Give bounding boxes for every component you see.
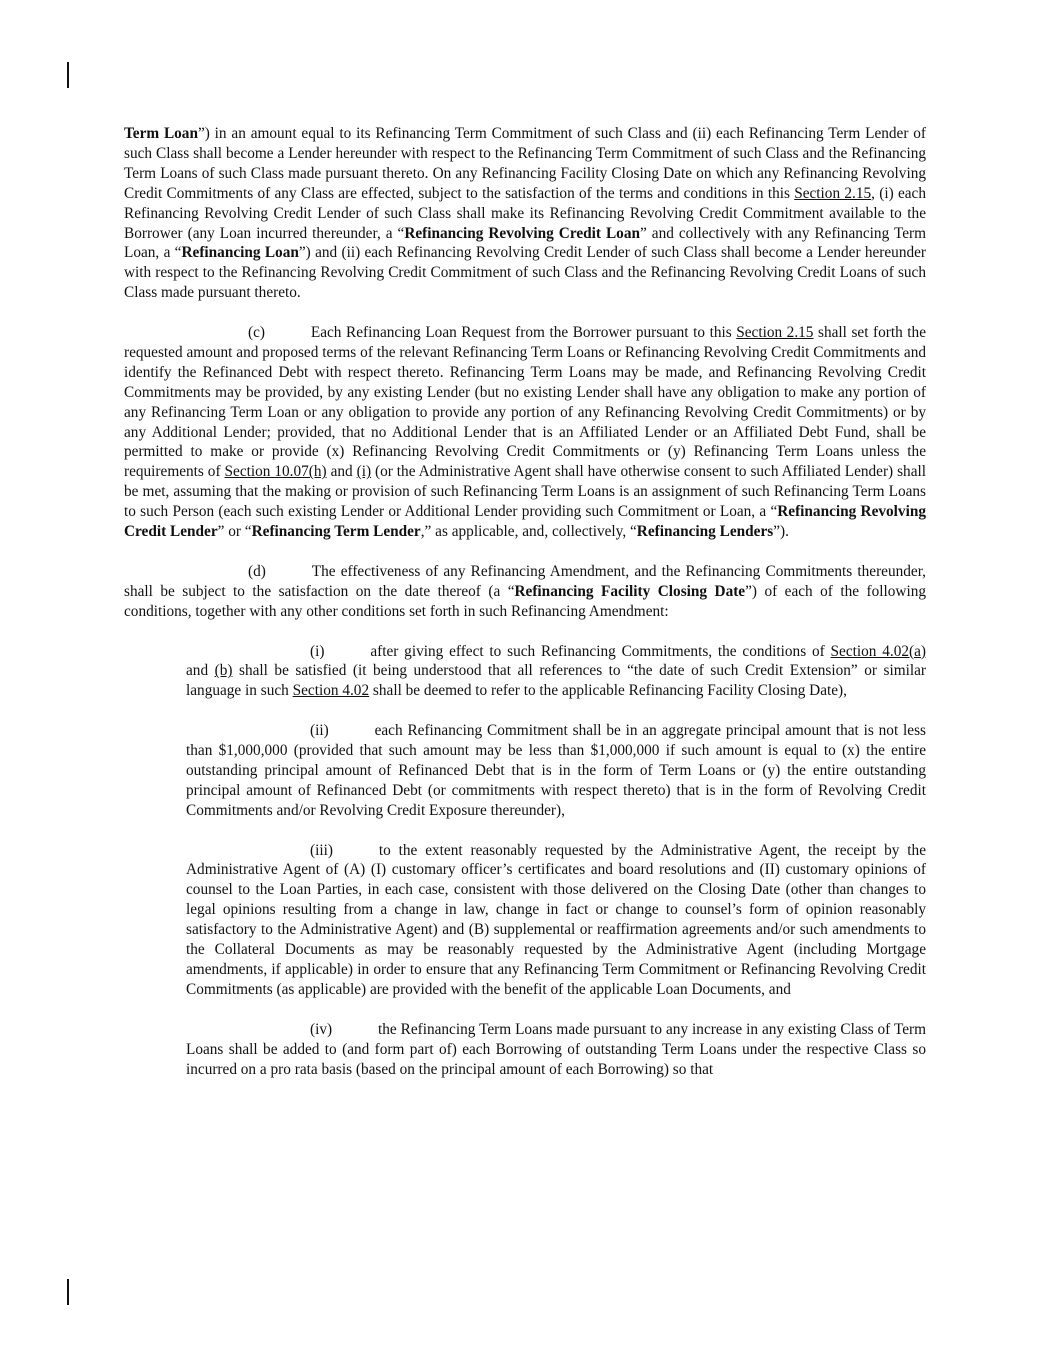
paragraph-c: (c) Each Refinancing Loan Request from the Borrower pursuant to this Section 2.15 shall set forth the requested amount and proposed terms of the relevant Refinancing Term Loans or Refinancing Revolving Credit Commitments and identify the Refinanced Debt with respect thereto. Refinancing Term Loans may be made, and Refinancing Revolving Credit Commitments may be provided, by any existing Lender (but no existing Lender shall have any obligation to make any portion of any Refinancing Term Loan or any obligation to provide any portion of any Refinancing Revolving Credit Commitments) or by any Additional Lender; provided, that no Additional Lender that is an Affiliated Lender or an Affiliated Debt Fund, shall be permitted to make or provide (x) Refinancing Revolving Credit Commitments or (y) Refinancing Term Loans unless the requirements of Section 10.07(h) and (i) (or the Administrative Agent shall have otherwise consent to such Affiliated Lender) shall be met, assuming that the making or provision of such Refinancing Term Loans is an assignment of such Refinancing Term Loans to such Person (each such existing Lender or Additional Lender providing such Commitment or Loan, a “Refinancing Revolving Credit Lender” or “Refinancing Term Lender,” as applicable, and, collectively, “Refinancing Lenders”). [124,324,926,541]
subparagraph-ii: (ii) each Refinancing Commitment shall be in an aggregate principal amount that is not less than $1,000,000 (provided that such amount may be less than $1,000,000 if such amount is equal to (x) the entire outstanding principal amount of Refinanced Debt that is in the form of Term Loans or (y) the entire outstanding principal amount of Refinanced Debt (or commitments with respect thereto) that is in the form of Revolving Credit Commitments and/or Revolving Credit Exposure thereunder), [186,722,926,819]
clause-label: (ii) [310,722,329,740]
margin-mark-top [67,62,69,88]
clause-label: (i) [310,642,325,660]
defined-term: Refinancing Revolving Credit Loan [404,224,640,242]
subparagraph-iii: (iii) to the extent reasonably requested by the Administrative Agent, the receipt by the Administrative Agent of (A) (I) customary officer’s certificates and board resolutions and (II) customary opinions of counsel to the Loan Parties, in each case, consistent with those delivered on the Closing Date (other than changes to legal opinions resulting from a change in law, change in fact or change to counsel’s form of opinion reasonably satisfactory to the Administrative Agent) and (B) supplemental or reaffirmation agreements and/or such amendments to the Collateral Documents as may be reasonably requested by the Administrative Agent (including Mortgage amendments, if applicable) in order to ensure that any Refinancing Term Commitment or Refinancing Revolving Credit Commitments (as applicable) are provided with the benefit of the applicable Loan Documents, and [186,841,926,998]
section-reference: Section 4.02 [292,682,370,700]
section-reference: Section 10.07(h) [224,463,327,481]
defined-term: Refinancing Term Lender [251,523,421,541]
section-reference: (b) [214,662,233,680]
defined-term: Refinancing Loan [181,244,299,262]
clause-label: (c) [248,324,265,342]
defined-term: Refinancing Facility Closing Date [514,582,746,600]
subparagraph-i: (i) after giving effect to such Refinancing Commitments, the conditions of Section 4.02(a) and (b) shall be satisfied (it being understood that all references to “the date of such Credit Extension” or similar language in such Section 4.02 shall be deemed to refer to the applicable Refinancing Facility Closing Date), [186,642,926,700]
section-reference: Section 2.15 [736,324,814,342]
section-reference: (i) [356,463,372,481]
margin-mark-bottom [67,1279,69,1305]
paragraph-continuation: Term Loan”) in an amount equal to its Refinancing Term Commitment of such Class and (ii) each Refinancing Term Lender of such Class shall become a Lender hereunder with respect to the Refinancing Term Commitment of such Class and the Refinancing Term Loans of such Class made pursuant thereto. On any Refinancing Facility Closing Date on which any Refinancing Revolving Credit Commitments of any Class are effected, subject to the satisfaction of the terms and conditions in this Section 2.15, (i) each Refinancing Revolving Credit Lender of such Class shall make its Refinancing Revolving Credit Commitment available to the Borrower (any Loan incurred thereunder, a “Refinancing Revolving Credit Loan” and collectively with any Refinancing Term Loan, a “Refinancing Loan”) and (ii) each Refinancing Revolving Credit Lender of such Class shall become a Lender hereunder with respect to the Refinancing Revolving Credit Commitment of such Class and the Refinancing Revolving Credit Loans of such Class made pursuant thereto. [124,125,927,302]
paragraph-d: (d) The effectiveness of any Refinancing Amendment, and the Refinancing Commitments thereunder, shall be subject to the satisfaction on the date thereof (a “Refinancing Facility Closing Date”) of each of the following conditions, together with any other conditions set forth in such Refinancing Amendment: [124,562,926,620]
document-page [124,124,926,1099]
clause-label: (d) [248,562,266,580]
subparagraph-iv: (iv) the Refinancing Term Loans made pursuant to any increase in any existing Class of Term Loans shall be added to (and form part of) each Borrowing of outstanding Term Loans under the respective Class so incurred on a pro rata basis (based on the principal amount of each Borrowing) so that [186,1020,926,1078]
defined-term: Term Loan [124,125,198,142]
section-reference: Section 2.15 [794,184,872,202]
defined-term: Refinancing Lenders [636,523,774,541]
section-reference: Section 4.02(a) [830,642,926,660]
defined-term: Refinancing Revolving Credit Lender [124,503,926,541]
clause-label: (iv) [310,1020,333,1038]
clause-label: (iii) [310,841,333,859]
